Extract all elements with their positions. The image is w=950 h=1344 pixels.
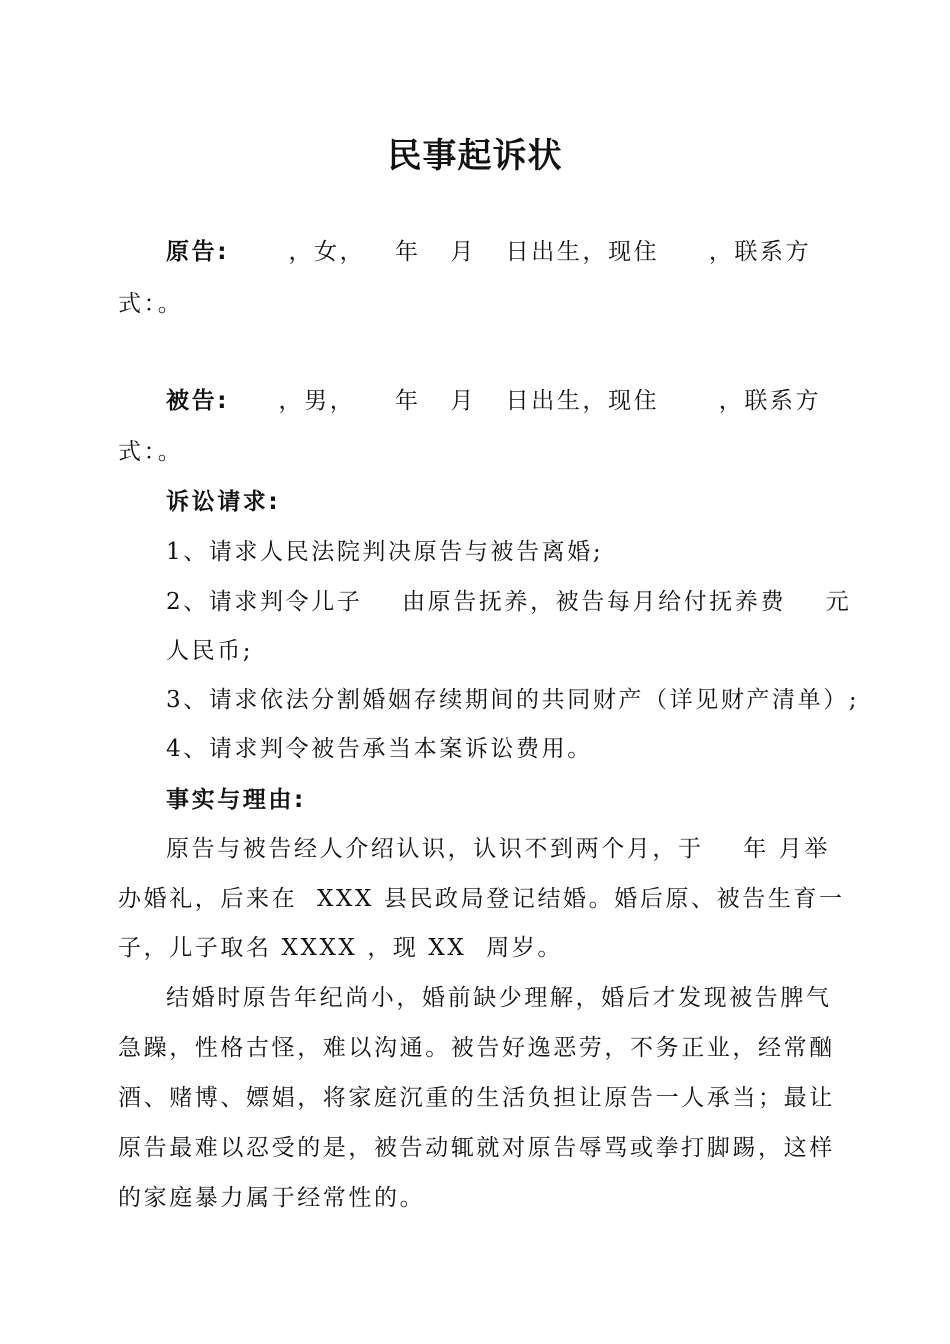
claim-item-continued: 人民币; [166,638,254,664]
facts-paragraph-1-line: 子，儿子取名 XXXX ，现 XX 周岁。 [118,935,563,961]
defendant-line-2: 式：。 [118,439,184,465]
plaintiff-line-2: 式：。 [118,291,184,317]
facts-paragraph-1-line: 办婚礼，后来在 XXX 县民政局登记结婚。婚后原、被告生育一 [118,886,845,912]
claim-item: 1、请求人民法院判决原告与被告离婚; [166,539,604,565]
claim-item: 3、请求依法分割婚姻存续期间的共同财产（详见财产清单）; [166,687,860,713]
facts-paragraph-2-line: 酒、赌博、嫖娼，将家庭沉重的生活负担让原告一人承当；最让 [118,1085,835,1111]
plaintiff-label: 原告: [166,239,229,265]
claim-item: 4、请求判令被告承当本案诉讼费用。 [166,736,593,762]
facts-paragraph-2-line: 急躁，性格古怪，难以沟通。被告好逸恶劳，不务正业，经常酗 [118,1035,835,1061]
defendant-line [166,386,848,416]
facts-paragraph-1-line: 原告与被告经人介绍认识，认识不到两个月，于 年 月举 [166,836,830,862]
facts-paragraph-2-line: 的家庭暴力属于经常性的。 [118,1185,426,1211]
claim-item: 2、请求判令儿子 由原告抚养，被告每月给付抚养费 元 [166,589,852,615]
facts-paragraph-2-line: 结婚时原告年纪尚小，婚前缺少理解，婚后才发现被告脾气 [166,985,832,1011]
defendant-label: 被告: [166,388,229,414]
plaintiff-details: ，女， 年 月 日出生，现住 ，联系方 [229,239,812,265]
plaintiff-line [166,237,848,267]
defendant-details: ，男， 年 月 日出生，现住 ，联系方 [229,388,822,414]
document-title: 民事起诉状 [387,136,563,176]
facts-paragraph-2-line: 原告最难以忍受的是，被告动辄就对原告辱骂或拳打脚踢，这样 [118,1135,835,1161]
claims-heading: 诉讼请求: [166,489,281,515]
facts-heading: 事实与理由: [166,787,306,813]
